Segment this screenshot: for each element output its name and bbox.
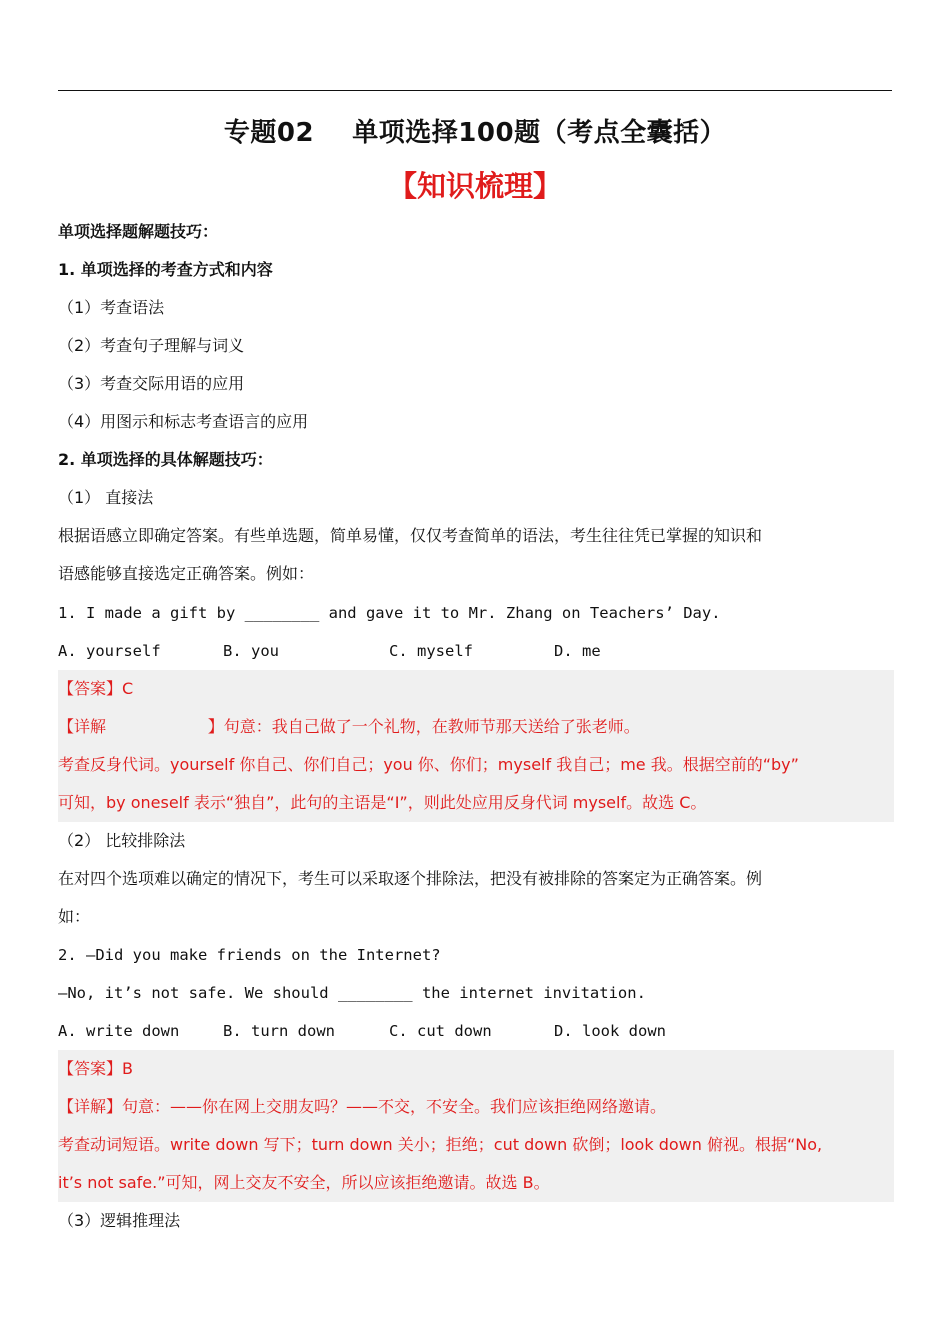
option-d: D. look down — [554, 1022, 666, 1040]
method1-desc: 根据语感立即确定答案。有些单选题，简单易懂，仅仅考查简单的语法，考生往往凭已掌握的知识和 — [58, 526, 763, 545]
part1-heading: 1. 单项选择的考查方式和内容 — [58, 260, 273, 279]
part2-heading: 2. 单项选择的具体解题技巧： — [58, 450, 273, 469]
option-a: A. write down — [58, 1022, 180, 1040]
detail-2: 【详解】句意：——你在网上交朋友吗？——不交，不安全。我们应该拒绝网络邀请。 — [58, 1097, 667, 1116]
option-a: A. yourself — [58, 642, 161, 660]
question-2: —No, it’s not safe. We should ________ the internet invitation. — [58, 984, 646, 1002]
option-b: B. you — [223, 642, 279, 660]
question-1-options — [58, 632, 894, 670]
option-c: C. myself — [389, 642, 473, 660]
method2-desc: 如： — [58, 907, 91, 926]
method1-title: （1） 直接法 — [58, 488, 154, 507]
answer-2: 【答案】B — [58, 1059, 133, 1078]
page-title: 专题02 单项选择100题（考点全囊括） — [223, 118, 727, 148]
answer-1: 【答案】C — [58, 679, 134, 698]
option-b: B. turn down — [223, 1022, 335, 1040]
part1-item: （1）考查语法 — [58, 298, 165, 317]
detail-1: 可知，by oneself 表示“独自”，此句的主语是“I”，则此处应用反身代词 myself。故选 C。 — [58, 793, 707, 812]
part1-item: （3）考查交际用语的应用 — [58, 374, 245, 393]
intro-heading: 单项选择题解题技巧： — [58, 222, 219, 241]
detail-2: it’s not safe.”可知，网上交友不安全，所以应该拒绝邀请。故选 B。 — [58, 1173, 550, 1192]
method1-desc: 语感能够直接选定正确答案。例如： — [58, 564, 315, 583]
detail-1: 考查反身代词。yourself 你自己、你们自己；you 你、你们；myself 我自己；me 我。根据空前的“by” — [58, 755, 799, 774]
question-1: 1. I made a gift by ________ and gave it to Mr. Zhang on Teachers’ Day. — [58, 604, 721, 622]
method3-title: （3）逻辑推理法 — [58, 1211, 181, 1230]
question-2-options — [58, 1012, 894, 1050]
option-c: C. cut down — [389, 1022, 492, 1040]
detail-1: 【详解 】句意：我自己做了一个礼物，在教师节那天送给了张老师。 — [58, 717, 640, 736]
method2-desc: 在对四个选项难以确定的情况下，考生可以采取逐个排除法，把没有被排除的答案定为正确答案。例 — [58, 869, 763, 888]
part1-item: （2）考查句子理解与词义 — [58, 336, 245, 355]
option-d: D. me — [554, 642, 601, 660]
section-subtitle: 【知识梳理】 — [387, 169, 562, 203]
header-rule — [58, 90, 892, 91]
method2-title: （2） 比较排除法 — [58, 831, 186, 850]
detail-2: 考查动词短语。write down 写下；turn down 关小；拒绝；cut down 砍倒；look down 俯视。根据“No, — [58, 1135, 823, 1154]
part1-item: （4）用图示和标志考查语言的应用 — [58, 412, 309, 431]
question-2: 2. —Did you make friends on the Internet? — [58, 946, 441, 964]
